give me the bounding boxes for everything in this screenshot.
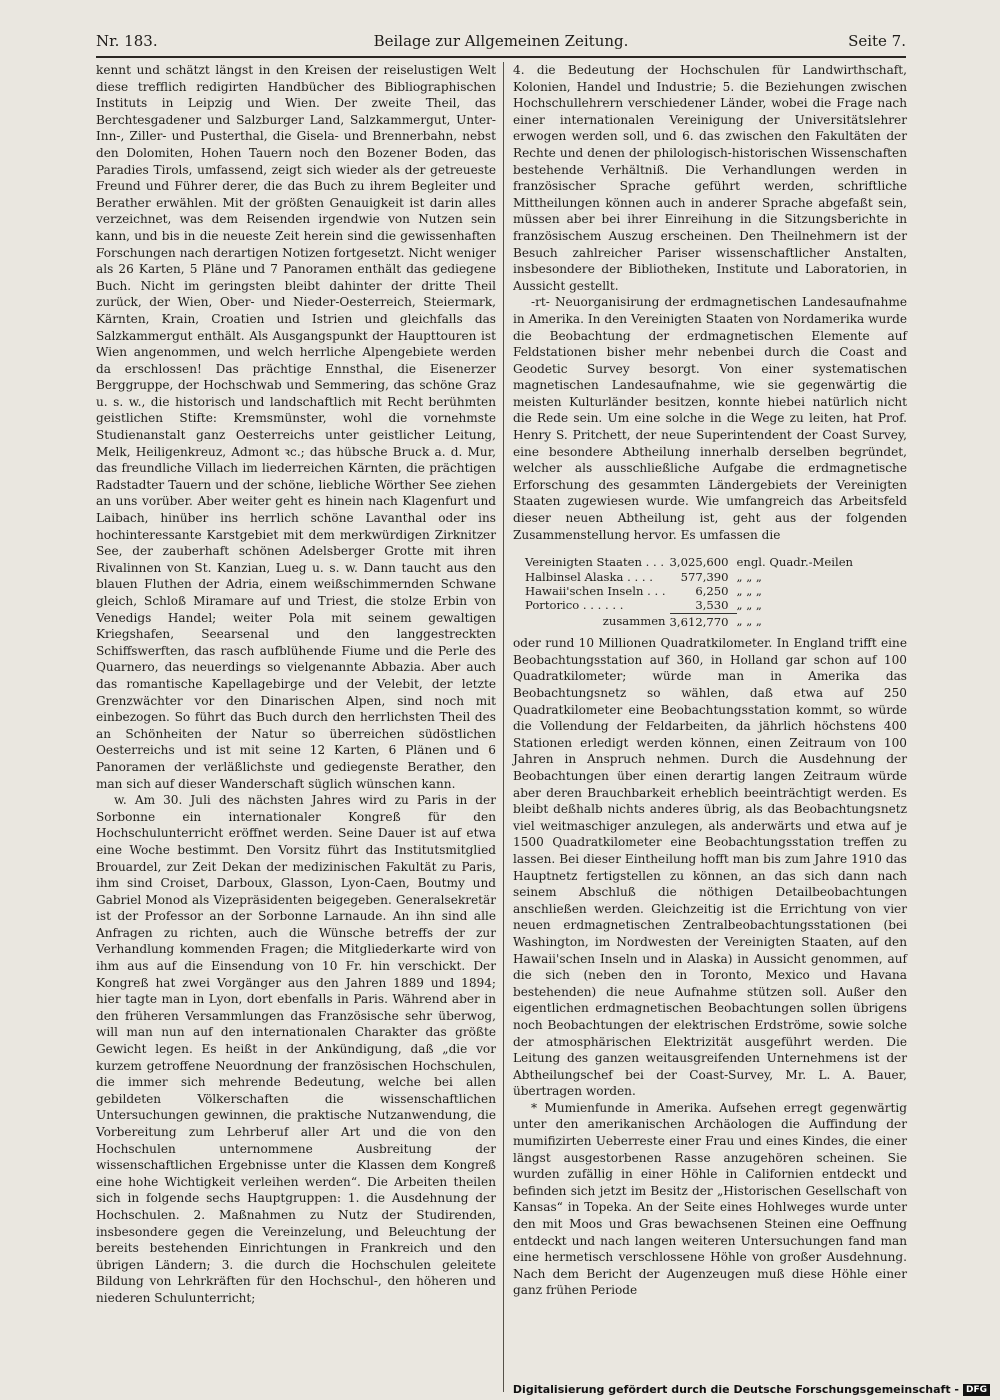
total-value: 3,612,770 [669, 614, 729, 629]
region-area: 577,390 [680, 569, 729, 584]
issue-number: Nr. 183. [96, 32, 158, 50]
supplement-title: Beilage zur Allgemeinen Zeitung. [373, 32, 629, 50]
region-name: Portorico . . . . . . [525, 598, 624, 613]
area-row [525, 570, 857, 584]
region-unit: engl. Quadr.-Meilen [736, 555, 854, 570]
article-travel-guide-review: kennt und schätzt längst in den Kreisen der reiselustigen Welt diese trefflich redigirten Handbücher des Bibliographischen Instituts in Leipzig und Wien. Der zweite Theil, das Berchtesgadener und Salzburger Land, Salzkammergut, Unter-Inn-, Ziller- und Pusterthal, die Gisela- und Brennerbahn, nebst den Dolomiten, Hohen Tauern noch den Bozener Boden, das Paradies Tirols, umfassend, zeigt sich wieder als der getreueste Freund und Führer derer, die das Buch zu ihrem Begleiter und Berather erwählen. Mit der größten Genauigkeit ist darin alles verzeichnet, was dem Reisenden irgendwie von Nutzen sein kann, und bis in die neueste Zeit herein sind die gewissenhaften Forschungen nach derartigen Notizen fortgesetzt. Nicht weniger als 26 Karten, 5 Pläne und 7 Panoramen enthält das gediegene Buch. Nicht im geringsten bleibt dahinter der dritte Theil zurück, der Wien, Ober- und Nieder-Oesterreich, Steiermark, Kärnten, Krain, Croatien und Istrien und gleichfalls das Salzkammergut enthält. Als Ausgangspunkt der Haupttouren ist Wien angenommen, und welch herrliche Alpengebiete werden da erschlossen! Das prächtige Ennsthal, die Eisenerzer Berggruppe, der Hochschwab und Semmering, das schöne Graz u. s. w., die historisch und landschaftlich mit Recht berühmten geistlichen Stifte: Kremsmünster, wohl die vornehmste Studienanstalt ganz Oesterreichs unter geistlicher Leitung, Melk, Heiligenkreuz, Admont ꝛc.; das hübsche Bruck a. d. Mur, das freundliche Villach im liederreichen Kärnten, die prächtigen Radstadter Tauern und der schöne, liebliche Wörther See ziehen an uns vorüber. Aber weiter geht es hinein nach Klagenfurt und Laibach, hinüber ins herrlich schöne Lavanthal oder ins hochinteressante Karstgebiet mit dem merkwürdigen Zirknitzer See, der zauberhaft schönen Adelsberger Grotte mit ihren Rivalinnen von St. Kanzian, Lueg u. s. w. Dann taucht aus den blauen Fluthen der Adria, einem weißschimmernden Schwane gleich, Schloß Miramare auf und Triest, die stolze Erbin von Venedigs Handel; weiter Pola mit seinem gewaltigen Kriegshafen, Seearsenal und den langgestreckten Schiffswerften, das rasch aufblühende Fiume und die Perle des Quarnero, das neuerdings so vielgenannte Abbazia. Aber auch das romantische Kapellagebirge und der Velebit, der letzte Grenzwächter vor den Dinarischen Alpen, sind noch mit einbezogen. So führt das Buch durch den herrlichsten Theil des an Schönheiten der Natur so überreichen südöstlichen Oesterreichs und ist mit seine 12 Karten, 6 Plänen und 6 Panoramen der verläßlichste und gediegenste Berather, den man sich auf dieser Wanderschaft süglich wünschen kann. [96, 63, 496, 791]
dfg-logo: DFG [963, 1384, 990, 1396]
region-unit: „ „ „ [736, 584, 762, 599]
region-name: Halbinsel Alaska . . . . [525, 569, 653, 584]
article-magnetic-survey: -rt- Neuorganisirung der erdmagnetischen Landesaufnahme in Amerika. In den Vereinigten Staaten von Nordamerika wurde die Beobachtung der erdmagnetischen Elemente auf Feldstationen bisher mehr nebenbei durch die Coast and Geodetic Survey besorgt. Von einer systematischen magnetischen Landesaufnahme, wie sie gegenwärtig die meisten Kulturländer besitzen, konnte hiebei natürlich nicht die Rede sein. Um eine solche in die Wege zu leiten, hat Prof. Henry S. Pritchett, der neue Superintendent der Coast Survey, eine besondere Abtheilung innerhalb derselben begründet, welcher als ausschließliche Aufgabe die erdmagnetische Erforschung des gesammten Ländergebiets der Vereinigten Staaten zugewiesen wurde. Wie umfangreich das Arbeitsfeld dieser neuen Abtheilung ist, geht aus der folgenden Zusammenstellung hervor. Es umfassen die [513, 295, 907, 542]
article-congress-continued: 4. die Bedeutung der Hochschulen für Landwirthschaft, Kolonien, Handel und Industrie; 5. die Beziehungen zwischen Hochschullehrern verschiedener Länder, wobei die Frage nach einer internationalen Vereinigung der Universitätslehrer erwogen werden soll, und 6. das zwischen den Fakultäten der Rechte und denen der philologisch-historischen Wissenschaften bestehende Verhältniß. Die Verhandlungen werden in französischer Sprache geführt werden, schriftliche Mittheilungen können auch in anderer Sprache abgefaßt sein, müssen aber bei ihrer Einreihung in die Sitzungsberichte in französischem Auszug erscheinen. Den Theilnehmern ist der Besuch zahlreicher Pariser wissenschaftlicher Anstalten, insbesondere der Bibliotheken, Institute und Laboratorien, in Aussicht gestellt. [513, 63, 907, 293]
region-name: Hawaii'schen Inseln . . . [525, 584, 666, 599]
region-area: 3,530 [670, 598, 737, 613]
area-row [525, 598, 857, 613]
area-row [525, 555, 857, 569]
region-area: 3,025,600 [669, 555, 729, 570]
credit-text: Digitalisierung gefördert durch die Deutsche Forschungsgemeinschaft - [512, 1383, 959, 1396]
column-divider [503, 62, 504, 1392]
left-column [96, 62, 496, 1307]
area-row [525, 584, 857, 598]
digitization-credit [513, 1383, 990, 1396]
article-higher-education-congress: w. Am 30. Juli des nächsten Jahres wird zu Paris in der Sorbonne ein internationaler Kongreß für den Hochschulunterricht eröffnet werden. Seine Dauer ist auf etwa eine Woche bestimmt. Den Vorsitz führt das Institutsmitglied Brouardel, zur Zeit Dekan der medizinischen Fakultät zu Paris, ihm sind Croiset, Darboux, Glasson, Lyon-Caen, Boutmy und Gabriel Monod als Vizepräsidenten beigegeben. Generalsekretär ist der Professor an der Sorbonne Larnaude. An ihn sind alle Anfragen zu richten, auch die Wünsche betreffs der zur Verhandlung kommenden Fragen; die Mitgliederkarte wird von ihm aus auf die Einsendung von 10 Fr. hin verschickt. Der Kongreß hat zwei Vorgänger aus den Jahren 1889 und 1894; hier tagte man in Lyon, dort ebenfalls in Paris. Während aber in den früheren Versammlungen das Französische sehr überwog, will man nun auf den internationalen Charakter das größte Gewicht legen. Es heißt in der Ankündigung, daß „die vor kurzem getroffene Neuordnung der französischen Hochschulen, die immer sich mehrende Bedeutung, welche bei allen gebildeten Völkerschaften die wissenschaftlichen Untersuchungen gewinnen, die praktische Nutzanwendung, die Vorbereitung zum Lehrberuf aller Art und die von den Hochschulen unternommene Ausbreitung der wissenschaftlichen Ergebnisse unter die Klassen dem Kongreß eine hohe Wichtigkeit verleihen werden“. Die Arbeiten theilen sich in folgende sechs Hauptgruppen: 1. die Ausdehnung der Hochschulen. 2. Maßnahmen zu Nutz der Studirenden, insbesondere gegen die Vereinzelung, und Beleuchtung der bereits bestehenden Einrichtungen in Frankreich und den übrigen Ländern; 3. die durch die Hochschulen geleitete Bildung von Lehrkräften für den Hochschul-, den höheren und niederen Schulunterricht; [96, 793, 496, 1305]
article-mummy-finds: * Mumienfunde in Amerika. Aufsehen erregt gegenwärtig unter den amerikanischen Archäologen die Auffindung der mumifizirten Ueberreste einer Frau und eines Kindes, die einer längst ausgestorbenen Rasse anzugehören scheinen. Sie wurden zufällig in einer Höhle in Californien entdeckt und befinden sich jetzt im Besitz der „Historischen Gesellschaft von Kansas“ in Topeka. An der Seite eines Hohlweges wurde unter den mit Moos und Gras bewachsenen Steinen eine Oeffnung entdeckt und nach langen weiteren Untersuchungen fand man eine hermetisch verschlossene Höhle von großer Ausdehnung. Nach dem Bericht der Augenzeugen muß diese Höhle einer ganz frühen Periode [513, 1100, 907, 1298]
region-area: 6,250 [695, 584, 729, 599]
page-number: Seite 7. [848, 32, 906, 50]
area-table [525, 555, 857, 629]
header-rule [96, 56, 906, 58]
article-magnetic-survey-continued: oder rund 10 Millionen Quadratkilometer. In England trifft eine Beobachtungsstation auf 360, in Holland gar schon auf 100 Quadratkilometer; würde man in Amerika das Beobachtungsnetz so wählen, daß etwa auf 250 Quadratkilometer eine Beobachtungsstation kommt, so würde die Vollendung der Feldarbeiten, da jährlich höchstens 400 Stationen erledigt werden können, einen Zeitraum von 100 Jahren in Anspruch nehmen. Durch die Ausdehnung der Beobachtungen über einen derartig langen Zeitraum würde aber deren Brauchbarkeit erheblich beeinträchtigt werden. Es bleibt deßhalb nichts anderes übrig, als das Beobachtungsnetz viel weitmaschiger anzulegen, als anderwärts und etwa auf je 1500 Quadratkilometer eine Beobachtungsstation treffen zu lassen. Bei dieser Eintheilung hofft man bis zum Jahre 1910 das Hauptnetz fertigstellen zu können, an das sich dann nach seinem Abschluß die nöthigen Detailbeobachtungen anschließen werden. Gleichzeitig ist die Errichtung von vier neuen erdmagnetischen Zentralbeobachtungsstationen (bei Washington, im Nordwesten der Vereinigten Staaten, auf den Hawaii'schen Inseln und in Alaska) in Aussicht genommen, auf die sich (neben den in Toronto, Mexico und Havana bestehenden) die neue Aufnahme stützen soll. Außer den eigentlichen erdmagnetischen Beobachtungen sollen übrigens noch Beobachtungen der elektrischen Erdströme, sowie solche der atmosphärischen Elektrizität ausgeführt werden. Die Leitung des ganzen weitausgreifenden Unternehmens ist der Abtheilungschef bei der Coast-Survey, Mr. L. A. Bauer, übertragen worden. [513, 636, 907, 1099]
region-unit: „ „ „ [736, 569, 762, 584]
total-label: zusammen [602, 614, 666, 629]
region-unit: „ „ „ [736, 598, 762, 613]
page-header [96, 30, 906, 54]
total-unit: „ „ „ [736, 614, 762, 629]
region-name: Vereinigten Staaten . . . [525, 555, 665, 570]
area-total-row [525, 613, 857, 629]
right-column [513, 62, 907, 1299]
